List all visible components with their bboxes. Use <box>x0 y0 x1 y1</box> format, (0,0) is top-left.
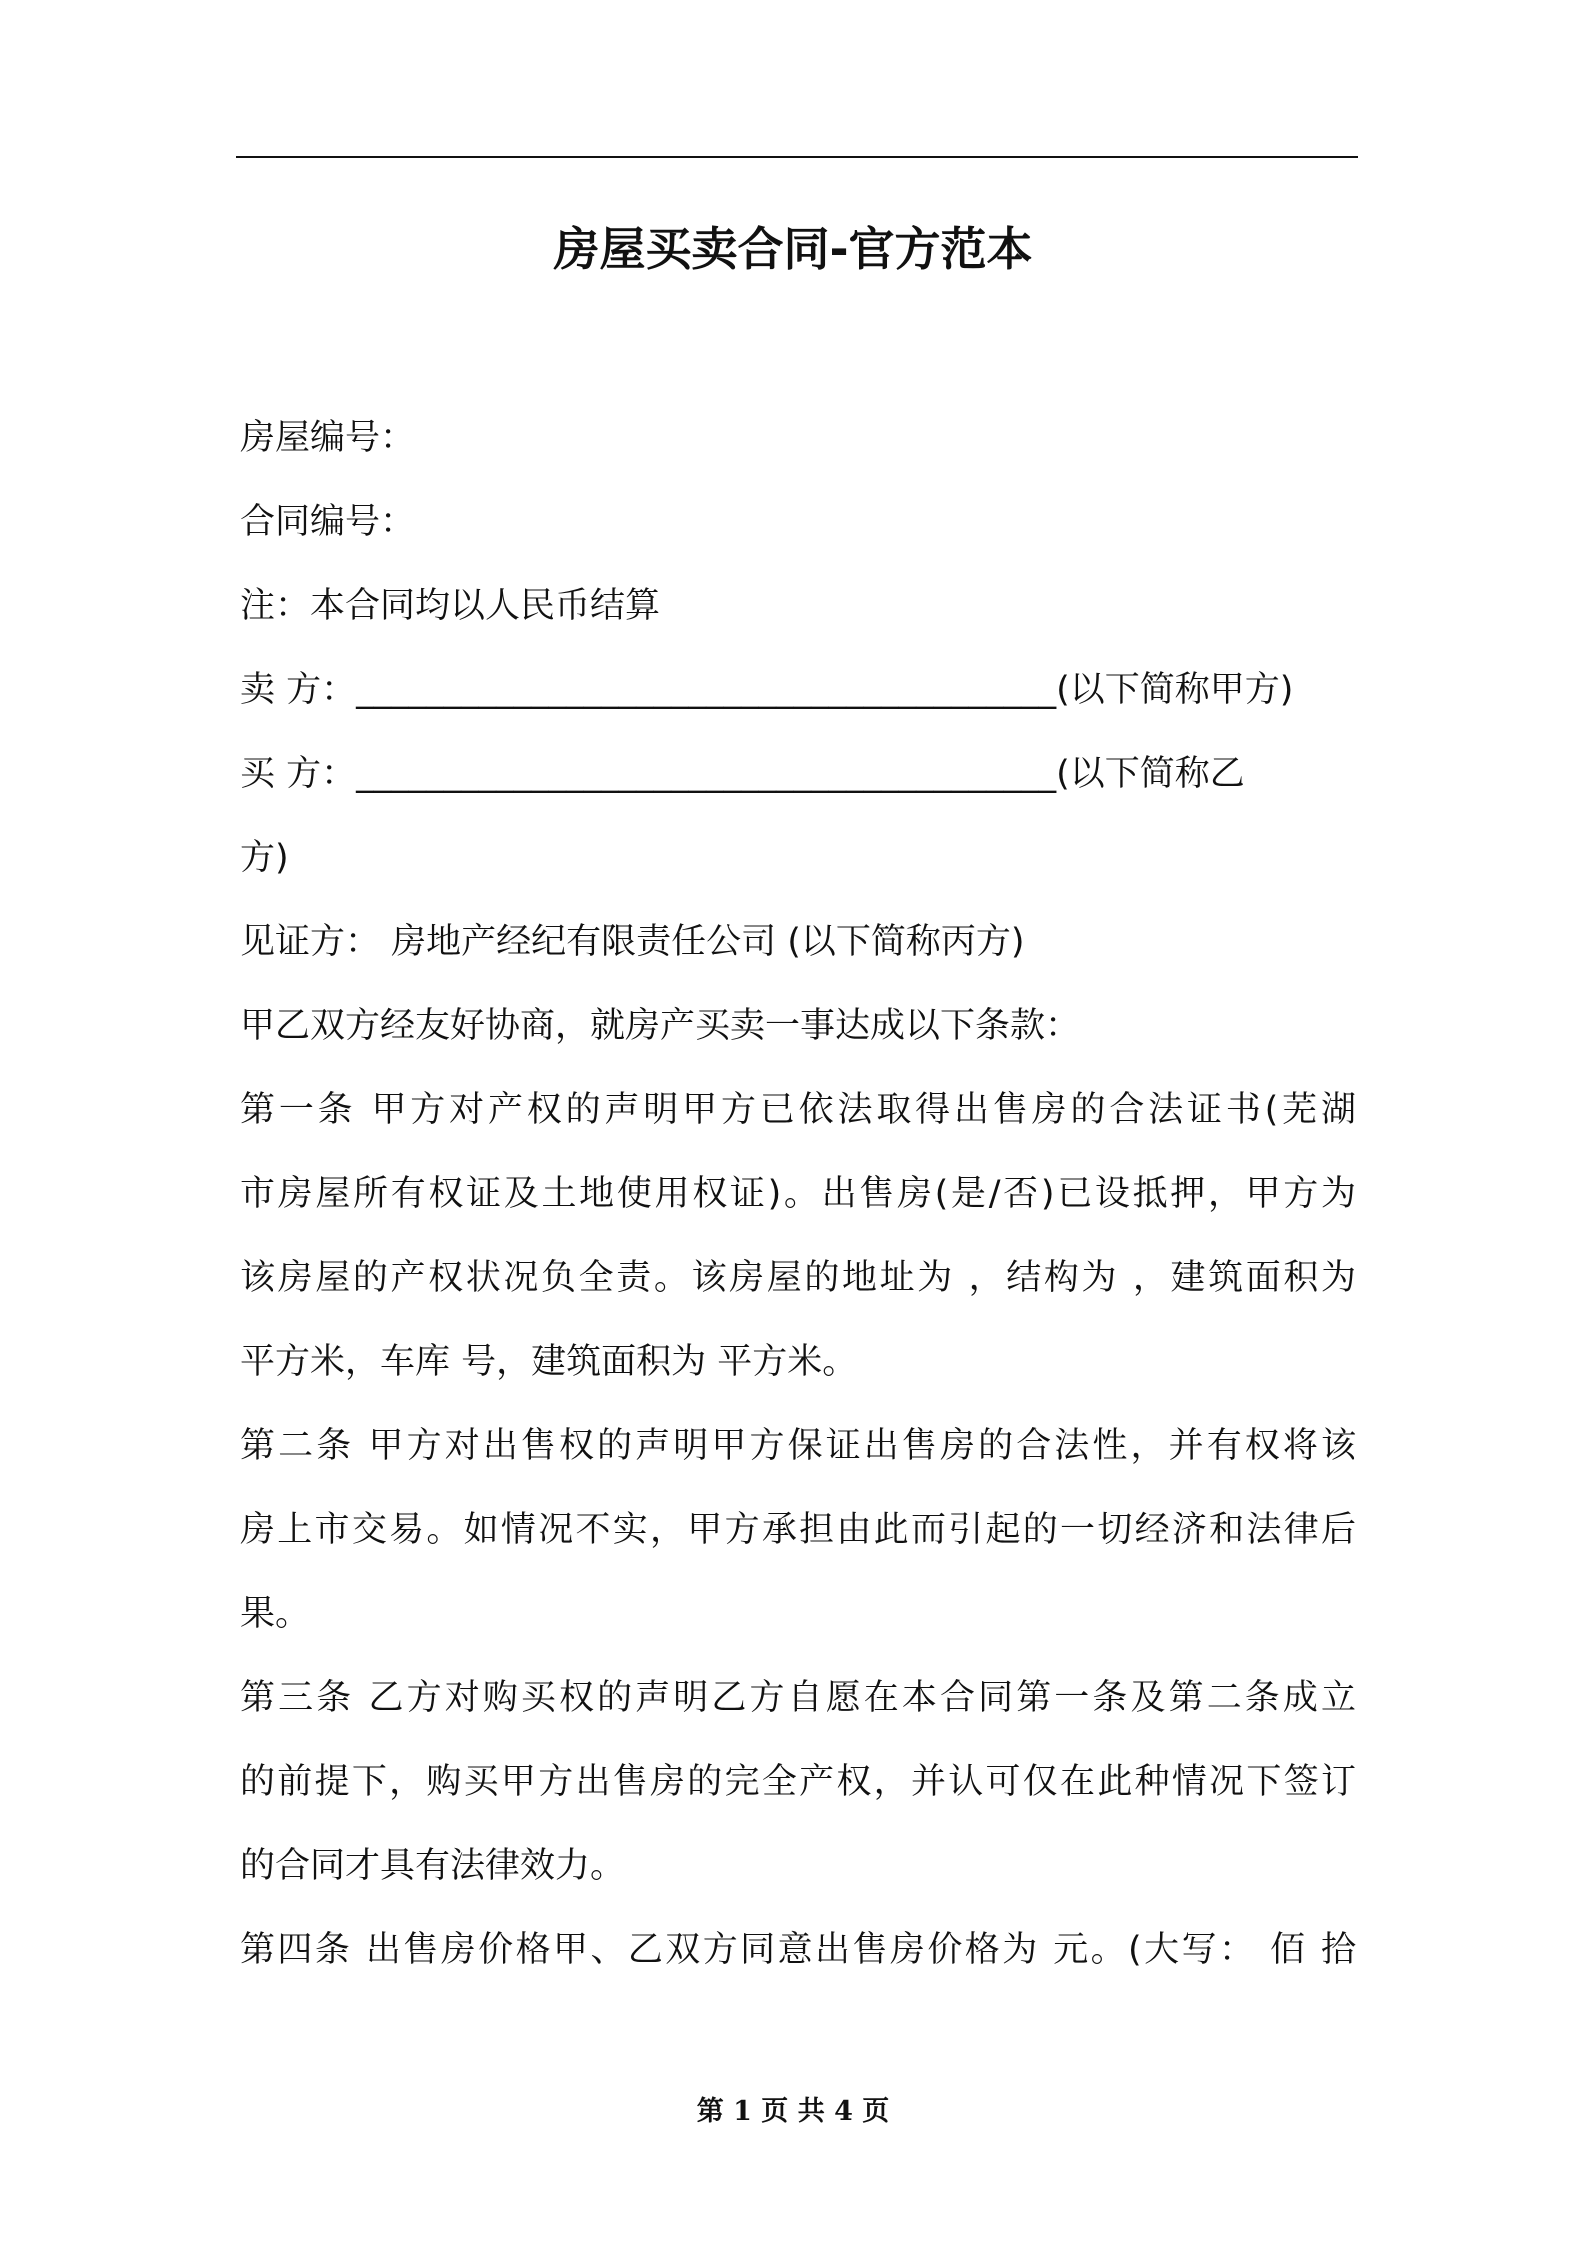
contract-number-field: 合同编号： <box>240 502 416 542</box>
article-3-line-1: 第三条 乙方对购买权的声明乙方自愿在本合同第一条及第二条成立 <box>240 1678 1356 1718</box>
article-2-line-2: 房上市交易。如情况不实，甲方承担由此而引起的一切经济和法律后 <box>240 1510 1356 1550</box>
article-4-line-1: 第四条 出售房价格甲、乙双方同意出售房价格为 元。(大写： 佰 拾 <box>240 1930 1356 1970</box>
witness-line: 见证方： 房地产经纪有限责任公司 (以下简称丙方) <box>240 922 1025 962</box>
buyer-blank: ________________________________________ <box>356 754 1057 794</box>
buyer-suffix: (以下简称乙 <box>1056 754 1245 794</box>
currency-note: 注：本合同均以人民币结算 <box>240 586 661 626</box>
article-2-line-3: 果。 <box>240 1594 311 1634</box>
document-title: 房屋买卖合同-官方范本 <box>553 222 1033 276</box>
article-1-line-3: 该房屋的产权状况负全责。该房屋的地址为 ，结构为 ，建筑面积为 <box>240 1258 1356 1298</box>
article-1-line-1: 第一条 甲方对产权的声明甲方已依法取得出售房的合法证书(芜湖 <box>240 1090 1356 1130</box>
header-rule <box>236 156 1358 158</box>
page-footer: 第 1 页 共 4 页 <box>696 2096 890 2127</box>
seller-suffix: (以下简称甲方) <box>1056 670 1294 710</box>
article-3-line-3: 的合同才具有法律效力。 <box>240 1846 626 1886</box>
seller-line <box>240 648 1356 732</box>
article-1-line-4: 平方米，车库 号，建筑面积为 平方米。 <box>240 1342 858 1382</box>
buyer-suffix-continued: 方) <box>240 838 289 878</box>
preamble: 甲乙双方经友好协商，就房产买卖一事达成以下条款： <box>240 1006 1081 1046</box>
buyer-line <box>240 732 1356 816</box>
article-2-line-1: 第二条 甲方对出售权的声明甲方保证出售房的合法性，并有权将该 <box>240 1426 1356 1466</box>
seller-label: 卖 方： <box>240 670 357 710</box>
article-3-line-2: 的前提下，购买甲方出售房的完全产权，并认可仅在此种情况下签订 <box>240 1762 1356 1802</box>
house-number-field: 房屋编号： <box>240 418 416 458</box>
seller-blank: ________________________________________ <box>356 670 1057 710</box>
article-1-line-2: 市房屋所有权证及土地使用权证)。出售房(是/否)已设抵押，甲方为 <box>240 1174 1356 1214</box>
buyer-label: 买 方： <box>240 754 357 794</box>
